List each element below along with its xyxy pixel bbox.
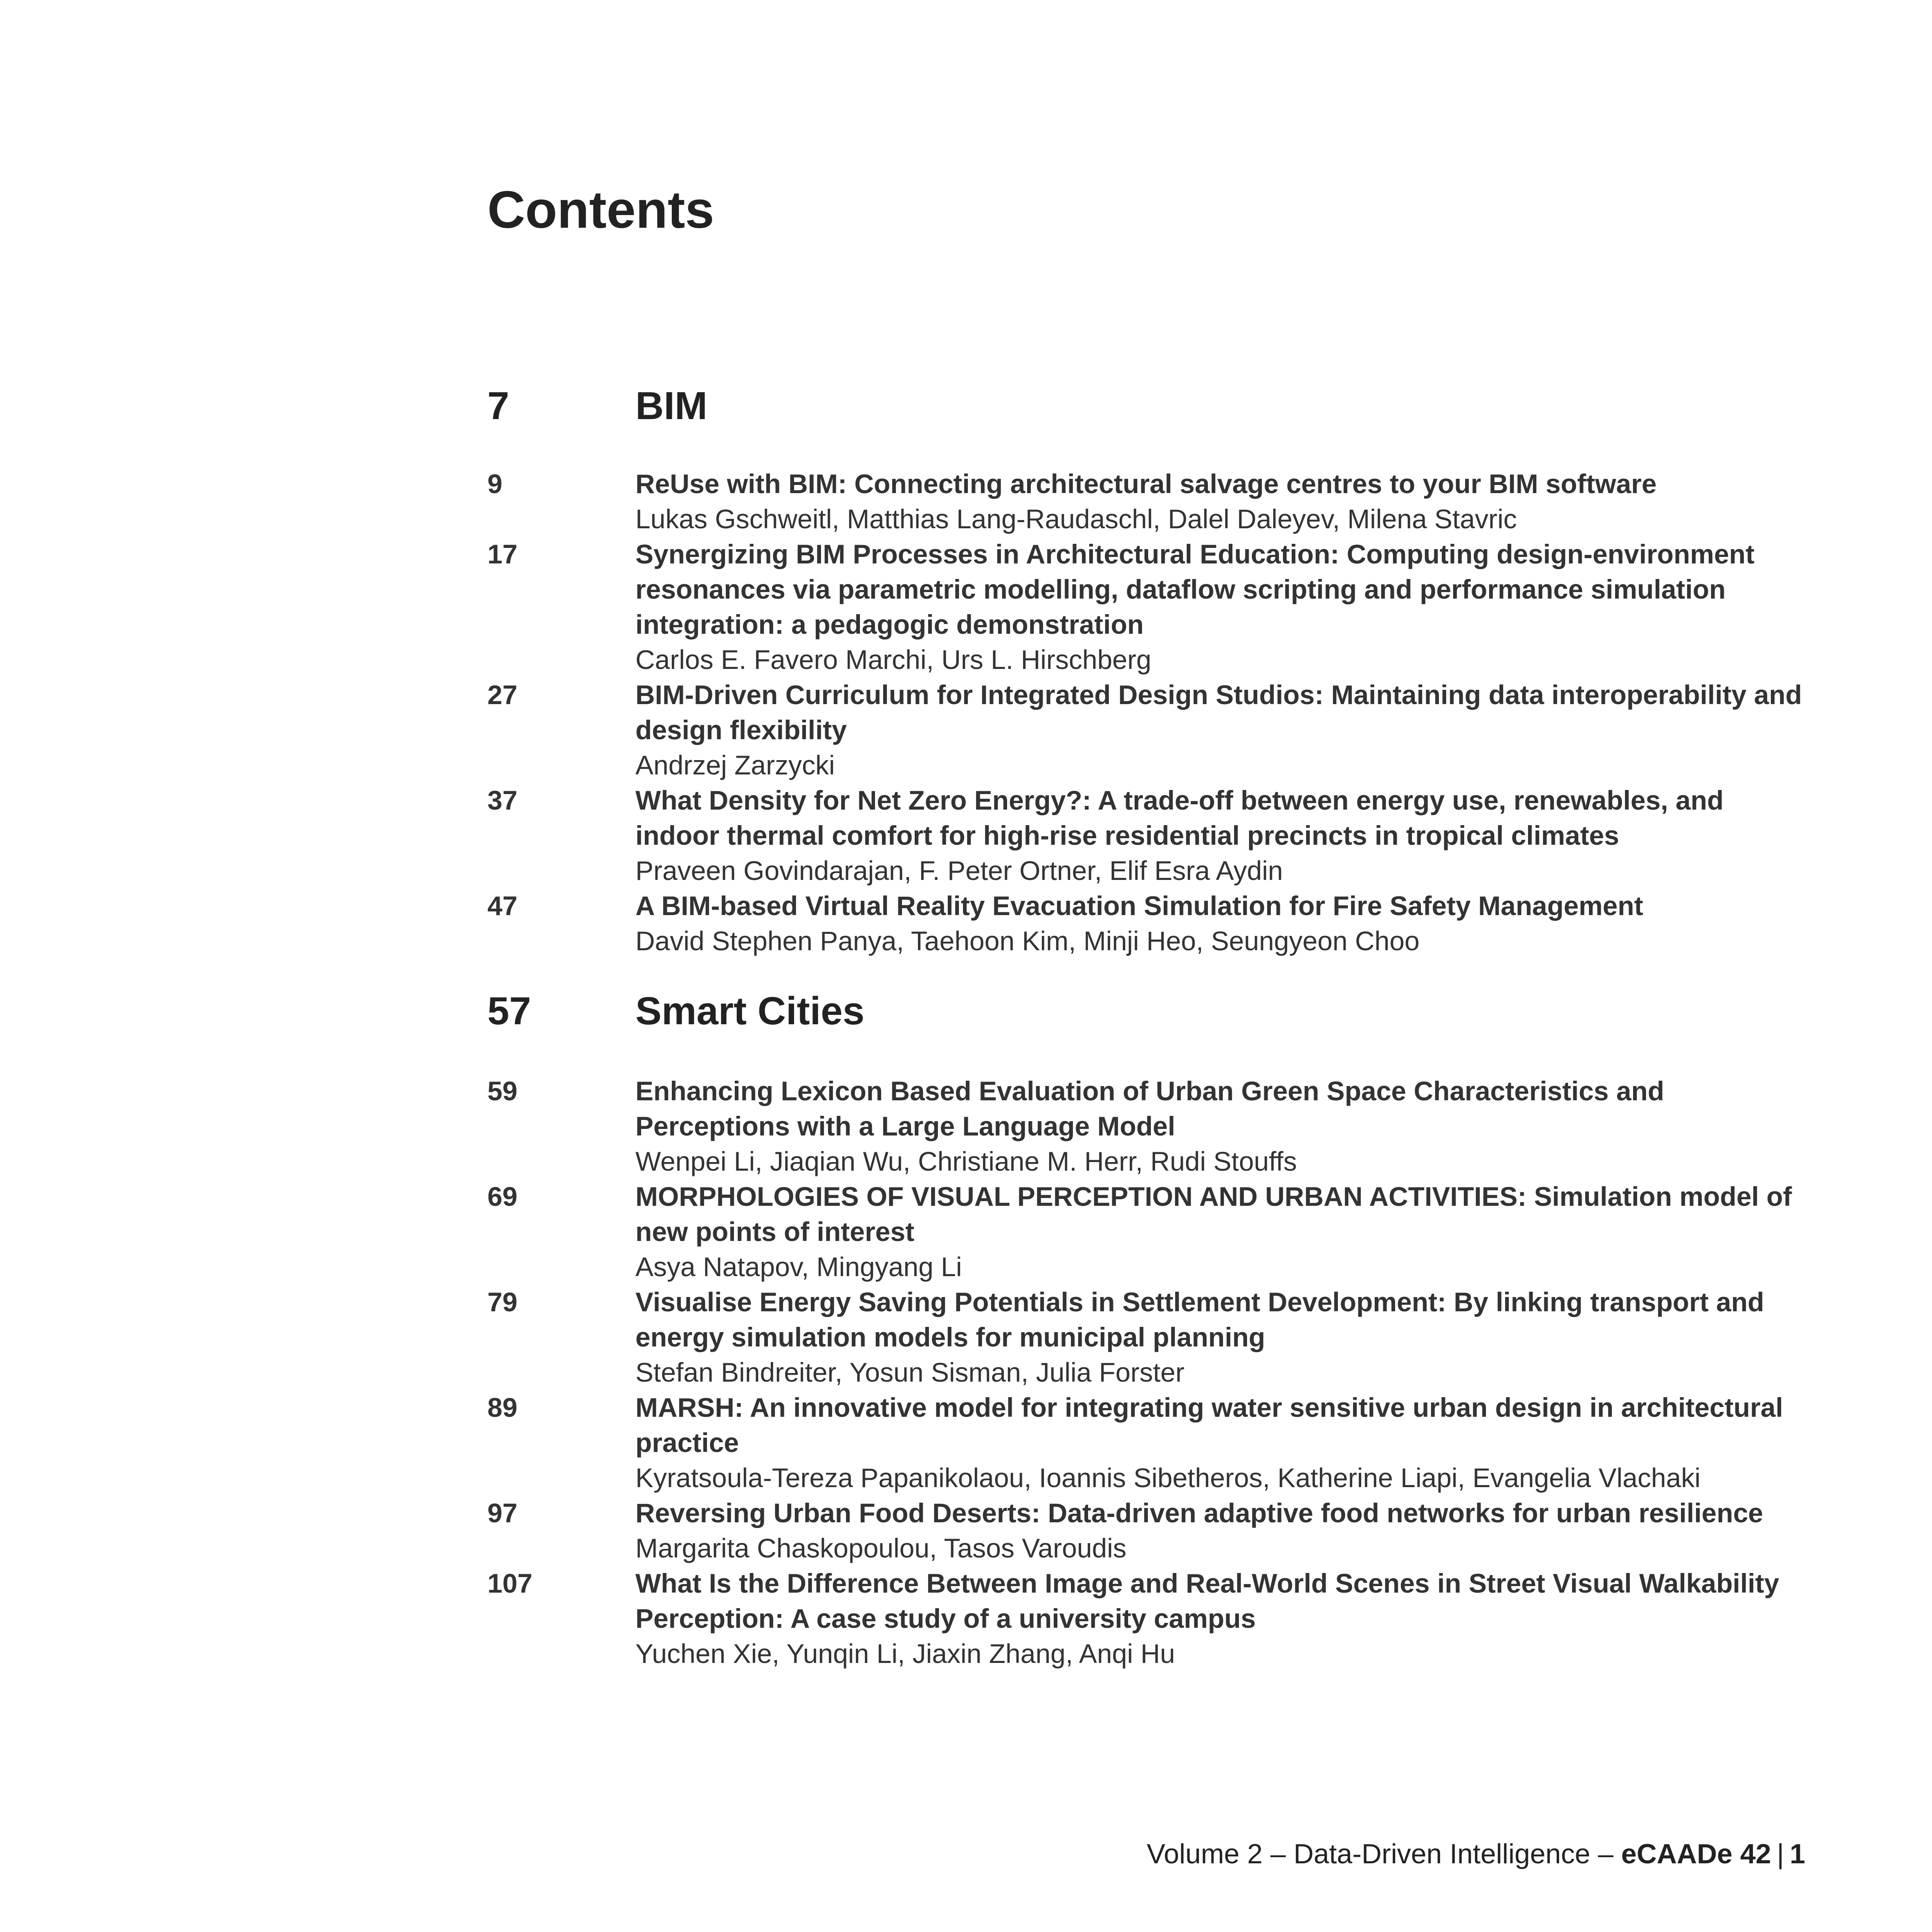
toc-entry[interactable] <box>487 1495 1812 1566</box>
entry-authors: Margarita Chaskopoulou, Tasos Varoudis <box>635 1533 1126 1563</box>
entry-authors: Yuchen Xie, Yunqin Li, Jiaxin Zhang, Anqi Hu <box>635 1638 1175 1669</box>
entry-authors: Asya Natapov, Mingyang Li <box>635 1252 962 1282</box>
entry-authors: Lukas Gschweitl, Matthias Lang-Raudaschl, Dalel Daleyev, Milena Stavric <box>635 504 1517 534</box>
toc-entries-smart-cities <box>487 1073 1812 1671</box>
entry-authors: Stefan Bindreiter, Yosun Sisman, Julia Forster <box>635 1357 1185 1387</box>
footer-volume-text: Volume 2 – Data-Driven Intelligence – <box>1147 1838 1621 1869</box>
entry-authors: Carlos E. Favero Marchi, Urs L. Hirschberg <box>635 644 1151 675</box>
toc-entry[interactable] <box>487 466 1812 536</box>
section-page-number: 7 <box>487 384 509 428</box>
footer-page-number: 1 <box>1790 1838 1805 1869</box>
toc-entry[interactable] <box>487 1284 1812 1390</box>
footer-separator: | <box>1777 1838 1784 1869</box>
entry-authors: Andrzej Zarzycki <box>635 750 835 780</box>
entry-page-number: 79 <box>487 1287 518 1317</box>
entry-page-number: 17 <box>487 539 518 569</box>
entry-title: Enhancing Lexicon Based Evaluation of Urban Green Space Characteristics and Perceptions with a Large Language Model <box>635 1076 1665 1141</box>
toc-entry[interactable] <box>487 1390 1812 1495</box>
entry-page-number: 69 <box>487 1181 518 1212</box>
entry-page-number: 47 <box>487 891 518 921</box>
toc-entry[interactable] <box>487 1073 1812 1179</box>
entry-title: MARSH: An innovative model for integrating water sensitive urban design in architectural practice <box>635 1392 1783 1458</box>
entry-page-number: 9 <box>487 469 503 499</box>
toc-entry[interactable] <box>487 783 1812 888</box>
entry-page-number: 59 <box>487 1076 518 1106</box>
section-title: BIM <box>635 384 707 428</box>
entry-title: What Is the Difference Between Image and Real-World Scenes in Street Visual Walkability Perception: A case study of a university campus <box>635 1568 1779 1634</box>
entry-page-number: 107 <box>487 1568 533 1598</box>
entry-page-number: 27 <box>487 680 518 710</box>
toc-entry[interactable] <box>487 677 1812 783</box>
entry-title: Synergizing BIM Processes in Architectural Education: Computing design-environment resonances via parametric modelling, dataflow scripting and performance simulation integration: a pedagogic demonstration <box>635 539 1755 640</box>
section-heading <box>487 386 1812 435</box>
entry-page-number: 37 <box>487 785 518 815</box>
entry-authors: Praveen Govindarajan, F. Peter Ortner, Elif Esra Aydin <box>635 855 1283 886</box>
page-footer <box>1147 1840 1805 1868</box>
toc-section-smart-cities <box>487 989 1812 1041</box>
toc-section-bim <box>487 386 1812 435</box>
entry-title: Visualise Energy Saving Potentials in Settlement Development: By linking transport and energy simulation models for municipal planning <box>635 1287 1764 1352</box>
toc-entry[interactable] <box>487 536 1812 677</box>
entry-title: BIM-Driven Curriculum for Integrated Design Studios: Maintaining data interoperability and design flexibility <box>635 680 1802 745</box>
toc-entry[interactable] <box>487 1179 1812 1284</box>
entry-title: Reversing Urban Food Deserts: Data-driven adaptive food networks for urban resilience <box>635 1498 1763 1528</box>
footer-journal-name: eCAADe 42 <box>1621 1838 1771 1869</box>
entry-authors: Wenpei Li, Jiaqian Wu, Christiane M. Herr, Rudi Stouffs <box>635 1146 1297 1176</box>
entry-authors: Kyratsoula-Tereza Papanikolaou, Ioannis Sibetheros, Katherine Liapi, Evangelia Vlachaki <box>635 1463 1701 1493</box>
entry-authors: David Stephen Panya, Taehoon Kim, Minji Heo, Seungyeon Choo <box>635 926 1420 956</box>
entry-title: ReUse with BIM: Connecting architectural salvage centres to your BIM software <box>635 469 1657 499</box>
entry-page-number: 97 <box>487 1498 518 1528</box>
page-title: Contents <box>487 181 714 239</box>
entry-title: A BIM-based Virtual Reality Evacuation Simulation for Fire Safety Management <box>635 891 1643 921</box>
section-heading <box>487 989 1812 1041</box>
section-page-number: 57 <box>487 989 531 1033</box>
toc-entry[interactable] <box>487 888 1812 958</box>
entry-title: MORPHOLOGIES OF VISUAL PERCEPTION AND URBAN ACTIVITIES: Simulation model of new points of interest <box>635 1181 1792 1247</box>
entry-page-number: 89 <box>487 1392 518 1423</box>
entry-title: What Density for Net Zero Energy?: A trade-off between energy use, renewables, and indoor thermal comfort for high-rise residential precincts in tropical climates <box>635 785 1724 850</box>
toc-entries-bim <box>487 466 1812 958</box>
section-title: Smart Cities <box>635 989 865 1033</box>
toc-entry[interactable] <box>487 1566 1812 1671</box>
